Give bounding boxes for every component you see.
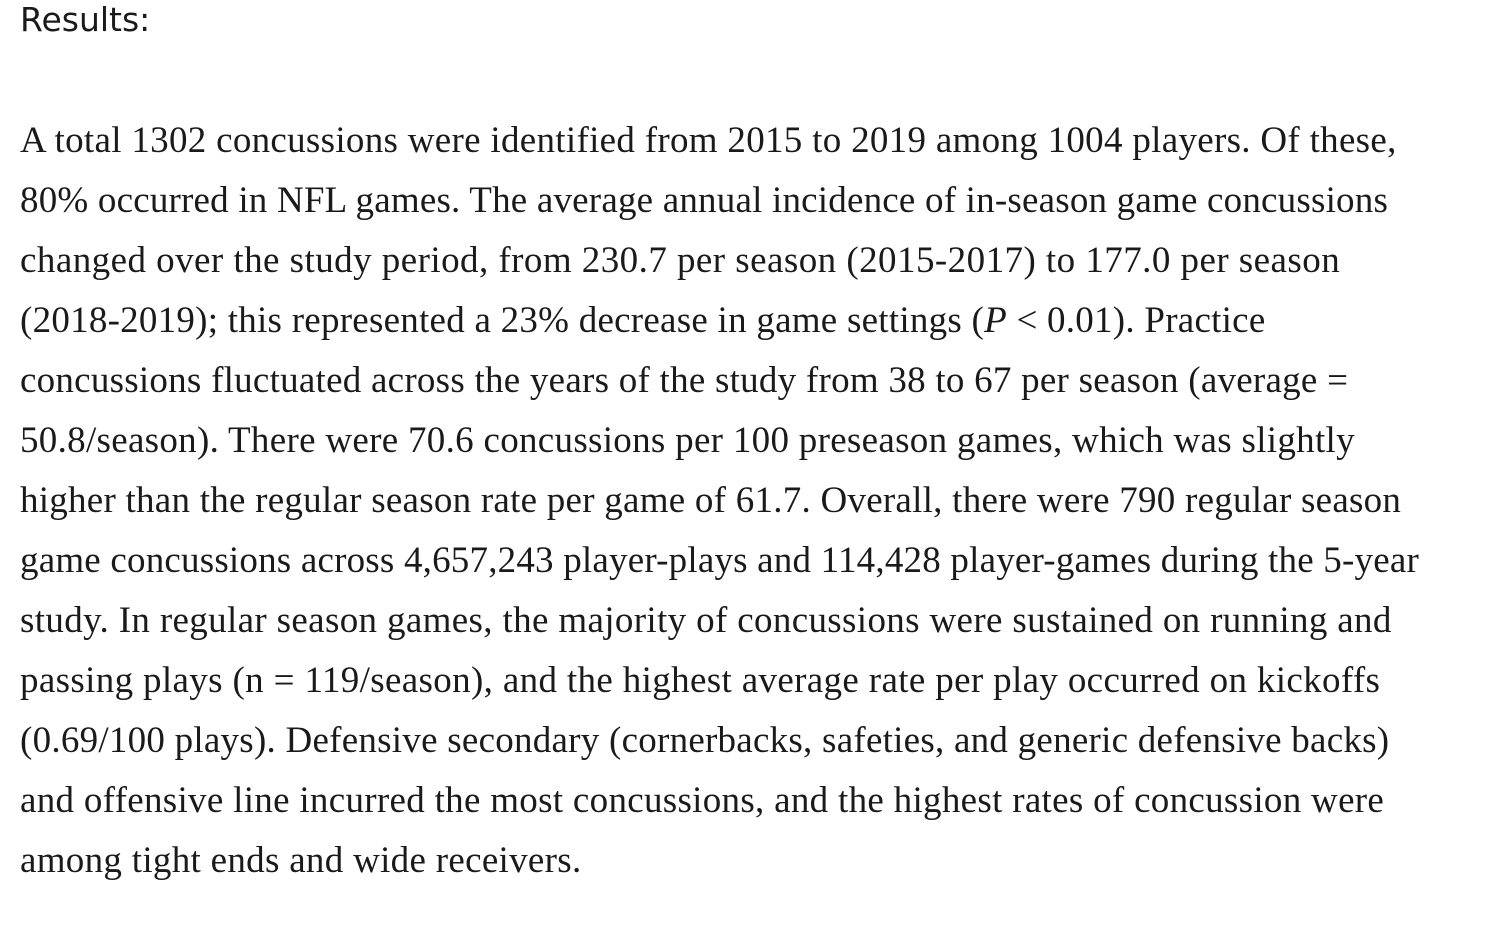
paragraph-line: 50.8/season). There were 70.6 concussions per 100 preseason games, which was slightly [20, 420, 1355, 461]
line-text: (2018-2019); this represented a 23% decrease in game settings ( [20, 300, 985, 341]
paragraph-line: passing plays (n = 119/season), and the highest average rate per play occurred on kickoffs [20, 660, 1381, 701]
paragraph-line: 80% occurred in NFL games. The average annual incidence of in-season game concussions [20, 180, 1389, 221]
paragraph-line: concussions fluctuated across the years of the study from 38 to 67 per season (average = [20, 360, 1349, 401]
paragraph-line [20, 291, 1496, 351]
paragraph-line: A total 1302 concussions were identified from 2015 to 2019 among 1004 players. Of these, [20, 120, 1397, 161]
results-paragraph [20, 111, 1496, 891]
paragraph-line: study. In regular season games, the majority of concussions were sustained on running and [20, 600, 1392, 641]
section-heading: Results: [20, 0, 151, 39]
paragraph-line: higher than the regular season rate per game of 61.7. Overall, there were 790 regular season [20, 480, 1402, 521]
paragraph-line: changed over the study period, from 230.7 per season (2015-2017) to 177.0 per season [20, 240, 1341, 281]
paragraph-line: (0.69/100 plays). Defensive secondary (cornerbacks, safeties, and generic defensive backs) [20, 720, 1390, 761]
paragraph-line: and offensive line incurred the most concussions, and the highest rates of concussion were [20, 780, 1385, 821]
paragraph-line: among tight ends and wide receivers. [20, 840, 582, 881]
p-value-symbol: P [984, 300, 1007, 341]
paragraph-line: game concussions across 4,657,243 player-plays and 114,428 player-games during the 5-year [20, 540, 1419, 581]
line-text: < 0.01). Practice [1006, 300, 1266, 341]
